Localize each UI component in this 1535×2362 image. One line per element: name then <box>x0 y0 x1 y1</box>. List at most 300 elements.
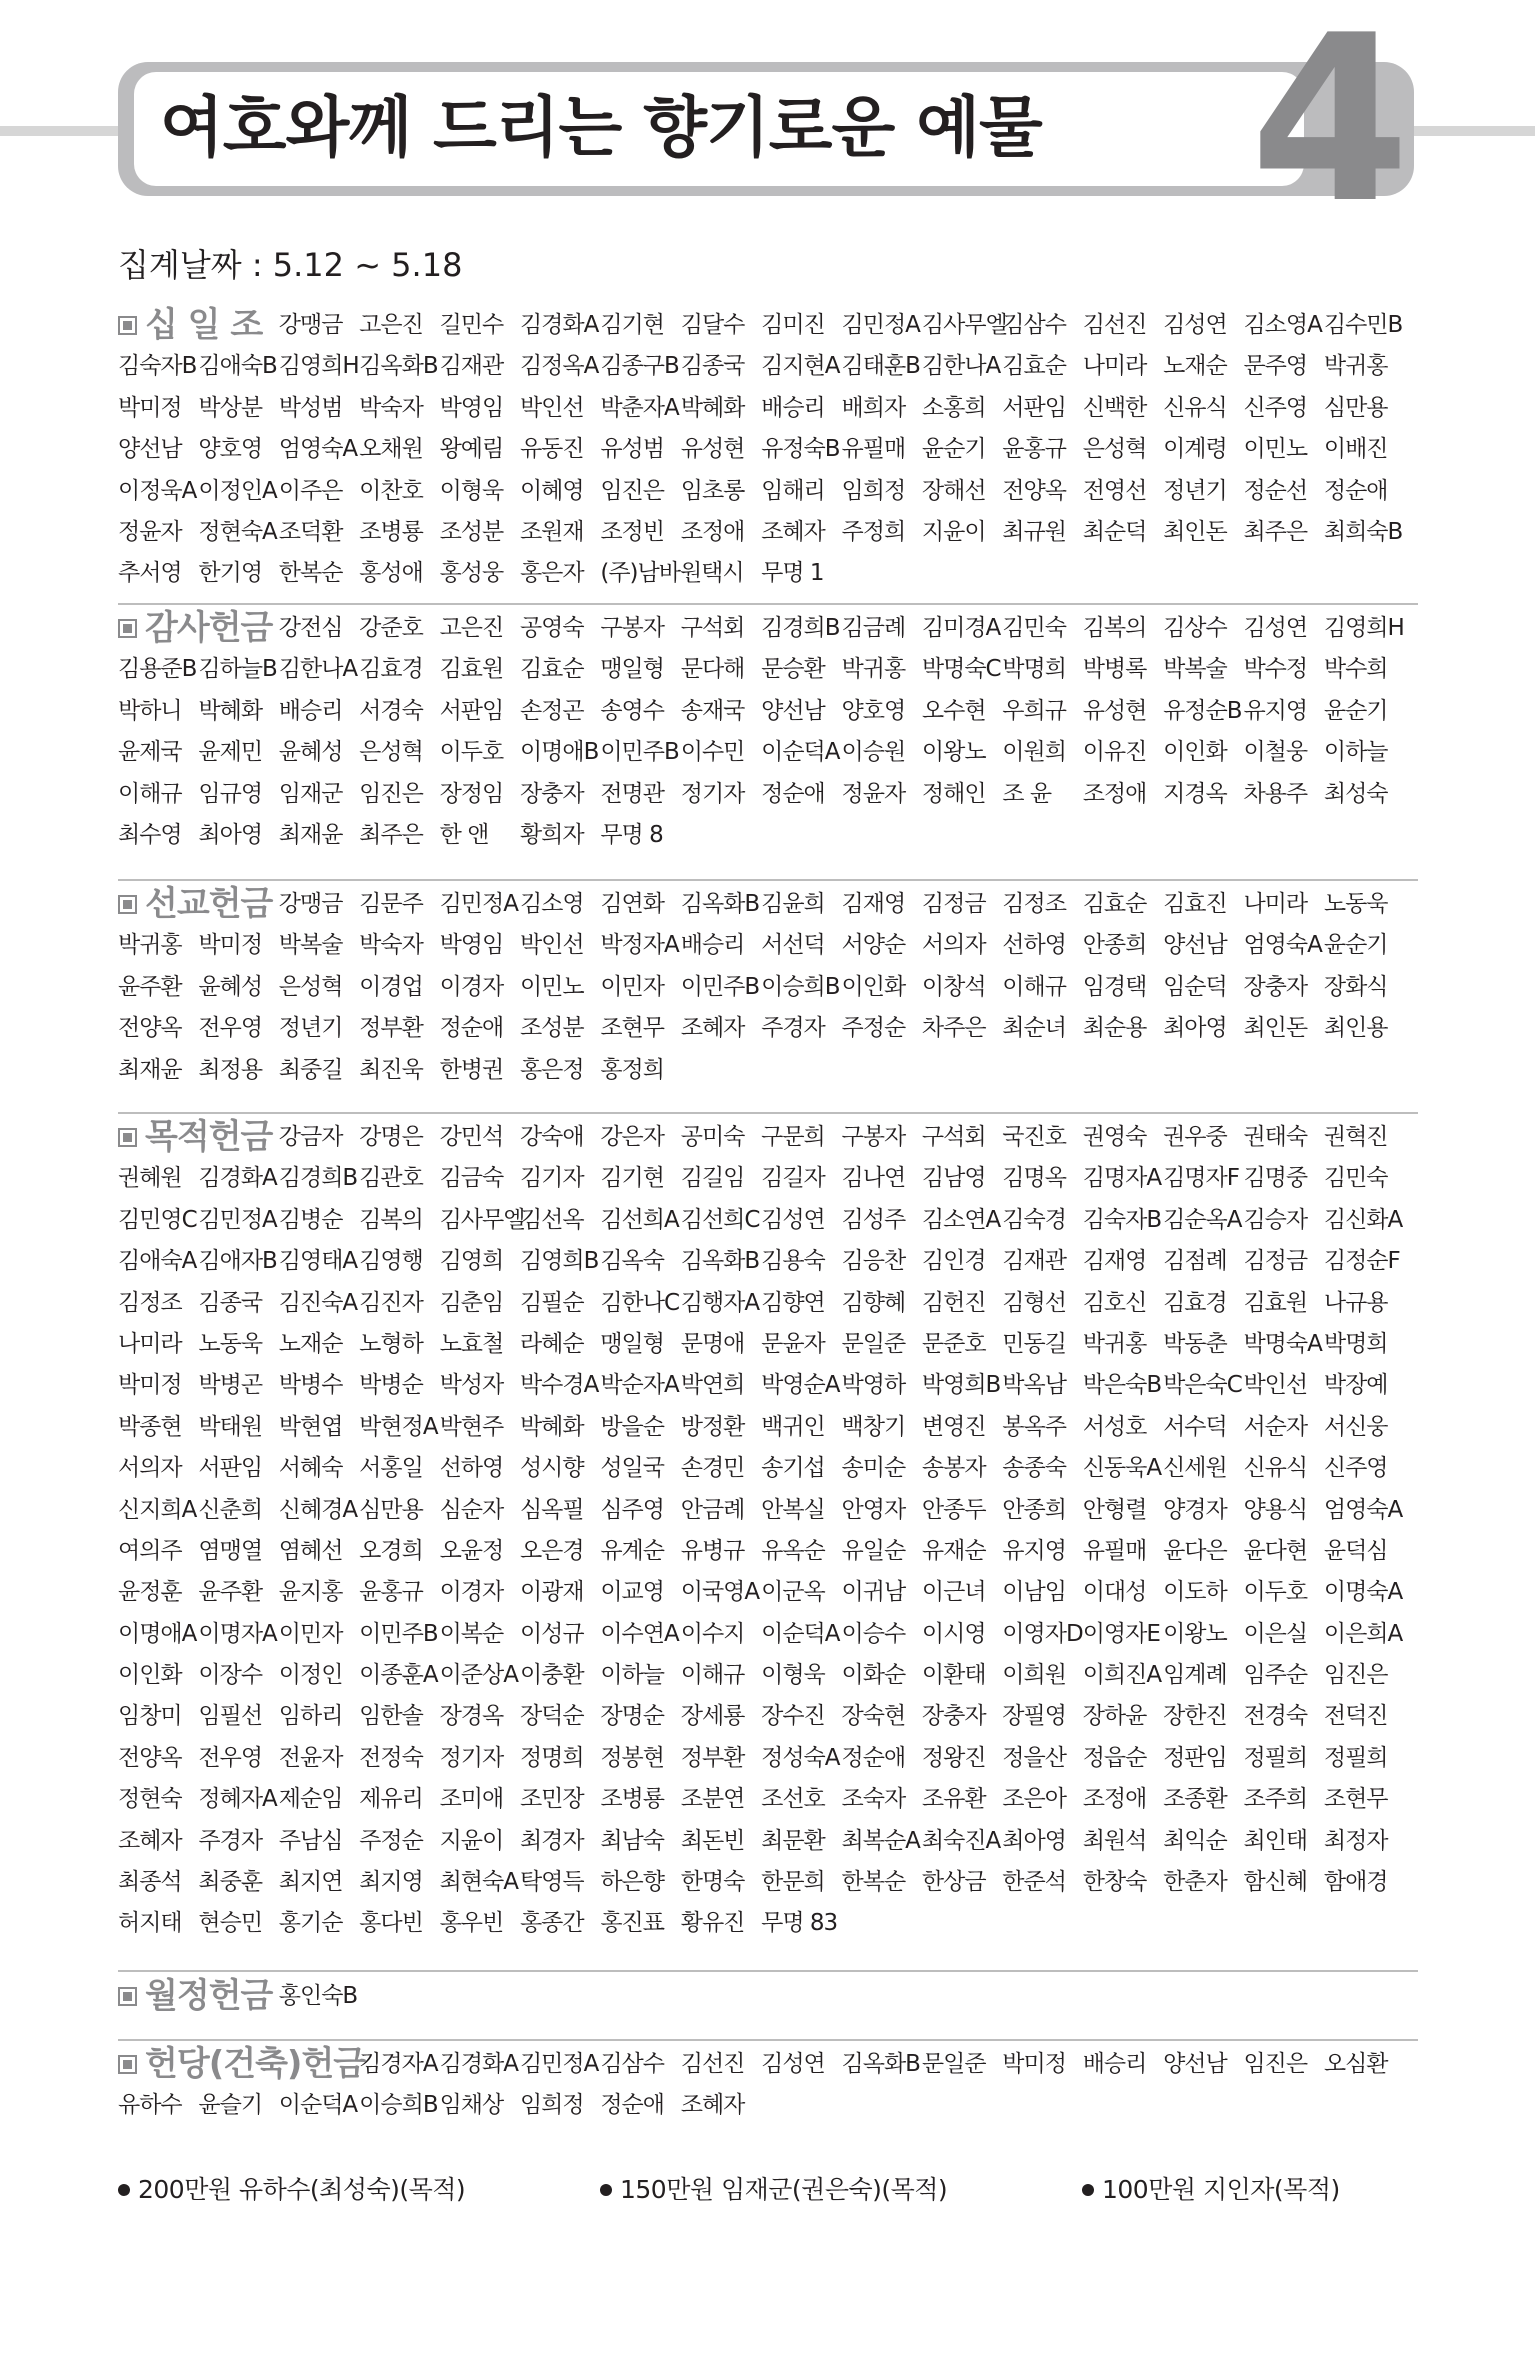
donor-name: 이수지 <box>680 1620 745 1647</box>
donor-name: 강명은 <box>359 1124 423 1150</box>
donor-name: 노효철 <box>439 1330 504 1357</box>
donor-name: 김하늘B <box>198 656 277 683</box>
donor-name: 지윤이 <box>921 518 986 545</box>
donor-name: 조주희 <box>1243 1786 1308 1813</box>
donor-name: 소홍희 <box>921 394 986 421</box>
donor-name: 정성숙A <box>761 1744 840 1771</box>
donor-name: 박은숙B <box>1082 1372 1162 1399</box>
section-divider <box>118 1112 1418 1114</box>
donor-name: 박귀홍 <box>841 656 906 683</box>
donor-name: 박명숙C <box>921 656 1001 683</box>
donor-name: 전명관 <box>600 780 664 807</box>
donor-name: 박춘자A <box>600 394 679 421</box>
donor-name: 박영임 <box>439 932 504 959</box>
donor-name: 김복의 <box>1082 615 1147 641</box>
donor-name: 김선희C <box>680 1206 760 1233</box>
donor-name: 안형렬 <box>1082 1496 1147 1523</box>
donor-name: 최돈빈 <box>680 1827 745 1854</box>
donor-name: 김병순 <box>278 1206 343 1233</box>
donor-name: 은성혁 <box>359 739 423 766</box>
donor-name: 정을산 <box>1002 1744 1066 1771</box>
donor-name: 정부환 <box>359 1015 423 1042</box>
donor-name: 윤홍규 <box>1002 436 1066 463</box>
donor-name: 추서영 <box>118 560 182 587</box>
donor-name: 서혜숙 <box>278 1455 343 1482</box>
donor-name: 정순애 <box>439 1015 504 1042</box>
donor-name: 김선희A <box>600 1206 679 1233</box>
donor-name: 한복순 <box>278 560 343 587</box>
section-title-text: 월정헌금 <box>145 1976 273 2016</box>
donor-name: 임채상 <box>439 2092 504 2119</box>
donor-name: 이왕노 <box>1163 1620 1227 1647</box>
donor-name: 유성범 <box>600 436 664 463</box>
donor-name: 조혜자 <box>118 1827 182 1854</box>
donor-name: 주남심 <box>278 1827 343 1854</box>
donor-name: 양호영 <box>841 697 906 724</box>
donor-name: 선하영 <box>439 1455 504 1482</box>
donor-name: 조혜자 <box>680 1015 745 1042</box>
donor-name: 왕예림 <box>439 436 504 463</box>
donor-name: 최경자 <box>519 1827 584 1854</box>
donor-name: 한기영 <box>198 560 263 587</box>
donor-name: 김응찬 <box>841 1248 906 1275</box>
donor-name: 최주은 <box>1243 518 1308 545</box>
section-title-text: 감사헌금 <box>145 608 273 648</box>
donor-name: 양용식 <box>1243 1496 1308 1523</box>
donor-name: 문윤자 <box>761 1330 825 1357</box>
donor-name: 김영희B <box>519 1248 599 1275</box>
donor-name: 노재순 <box>278 1330 343 1357</box>
donor-name: 조종환 <box>1163 1786 1227 1813</box>
donor-name: 김길임 <box>680 1165 745 1192</box>
donor-name: 지윤이 <box>439 1827 504 1854</box>
donor-name: 임희정 <box>841 477 906 504</box>
donor-name: 박복술 <box>1163 656 1227 683</box>
donor-name: 최성숙 <box>1323 780 1388 807</box>
donor-name: 서판임 <box>1002 394 1066 421</box>
donor-name: 박귀홍 <box>1323 353 1388 380</box>
donor-name: 전영선 <box>1082 477 1147 504</box>
donor-name: 조현무 <box>600 1015 664 1042</box>
donor-name: 김효순 <box>1082 891 1147 917</box>
donor-name: 이형욱 <box>439 477 504 504</box>
donor-name: 이승희B <box>761 973 840 1000</box>
donor-name: 권영숙 <box>1082 1124 1147 1150</box>
donor-name: 장충자 <box>1243 973 1308 1000</box>
square-bullet-icon <box>118 2055 137 2074</box>
donor-name: 최지영 <box>359 1869 423 1896</box>
donor-name: 김민정A <box>198 1206 277 1233</box>
donor-name: 홍정희 <box>600 1056 664 1083</box>
donor-name: 한문희 <box>761 1869 825 1896</box>
donor-name: 이철웅 <box>1243 739 1308 766</box>
donor-name: 정기자 <box>680 780 745 807</box>
donor-name: 서홍일 <box>359 1455 423 1482</box>
donor-name: 방을순 <box>600 1413 664 1440</box>
donor-name: 김기자 <box>519 1165 584 1192</box>
donor-name: 박현엽 <box>278 1413 343 1440</box>
donor-name: 김남영 <box>921 1165 986 1192</box>
donor-name: 조유환 <box>921 1786 986 1813</box>
donor-name: 윤순기 <box>1323 697 1388 724</box>
donation-notes <box>118 2170 1418 2210</box>
donor-name: 신춘희 <box>198 1496 263 1523</box>
donor-name: 정판임 <box>1163 1744 1227 1771</box>
donor-name: 강은자 <box>600 1124 664 1150</box>
donor-name: 노동욱 <box>198 1330 263 1357</box>
donor-name: 박혜화 <box>198 697 263 724</box>
donor-name: 정봉현 <box>600 1744 664 1771</box>
donor-name: 성일국 <box>600 1455 664 1482</box>
donor-name: 엄영숙A <box>1323 1496 1403 1523</box>
donor-name: 황희자 <box>519 821 584 848</box>
donor-name: 길민수 <box>439 312 504 338</box>
section-title-text: 헌당(건축)헌금 <box>145 2044 366 2084</box>
donor-name: 박성범 <box>278 394 343 421</box>
donor-name: 무명 1 <box>761 560 824 587</box>
donor-name: 유성현 <box>1082 697 1147 724</box>
donor-name: 이민자 <box>600 973 664 1000</box>
donor-name: 이민노 <box>1243 436 1308 463</box>
donor-name: 조혜자 <box>761 518 825 545</box>
donor-name: 박혜화 <box>680 394 745 421</box>
donor-name: 김승자 <box>1243 1206 1308 1233</box>
donor-name: 김인경 <box>921 1248 986 1275</box>
donor-name: 박영하 <box>841 1372 906 1399</box>
donor-name: 홍우빈 <box>439 1910 504 1937</box>
donor-name: 민동길 <box>1002 1330 1066 1357</box>
section-4 <box>118 1976 1418 2017</box>
donor-name: 임하리 <box>278 1703 343 1730</box>
donor-name: 장명순 <box>600 1703 664 1730</box>
donor-name: 박장예 <box>1323 1372 1388 1399</box>
donor-name: 김신화A <box>1323 1206 1403 1233</box>
donor-name: 김민숙 <box>1002 615 1066 641</box>
donor-name: 김재영 <box>841 891 906 917</box>
donor-name: 김효원 <box>439 656 504 683</box>
donor-name: 정순애 <box>841 1744 906 1771</box>
donor-name: 김명중 <box>1243 1165 1308 1192</box>
donor-name: 이경자 <box>439 1579 504 1606</box>
donor-name: 김사무엘 <box>921 312 1007 338</box>
donor-name: 유동진 <box>519 436 584 463</box>
donor-name: 유정순B <box>1163 697 1242 724</box>
donor-name: 최중길 <box>278 1056 343 1083</box>
page-title: 여호와께 드리는 향기로운 예물 <box>160 89 1042 166</box>
donor-name: 임진은 <box>600 477 664 504</box>
donor-name: 박혜화 <box>519 1413 584 1440</box>
donor-name: 박수희 <box>1323 656 1388 683</box>
donor-name: 이순덕A <box>278 2092 358 2119</box>
square-bullet-icon <box>118 1987 137 2006</box>
donor-name: 최복순A <box>841 1827 920 1854</box>
donor-name: 최익순 <box>1163 1827 1227 1854</box>
donor-name: 박명숙A <box>1243 1330 1322 1357</box>
donor-name: 오심환 <box>1323 2051 1388 2077</box>
donor-name: 이명애A <box>118 1620 197 1647</box>
donor-name: 이하늘 <box>1323 739 1388 766</box>
donor-name: 조정애 <box>680 518 745 545</box>
donor-name: 전양옥 <box>118 1015 182 1042</box>
donor-name: 서판임 <box>439 697 504 724</box>
donor-name: 김효원 <box>1243 1289 1308 1316</box>
donor-name: 고은진 <box>439 615 504 641</box>
donor-name: 김금숙 <box>439 1165 504 1192</box>
donor-name: 송재국 <box>680 697 745 724</box>
donor-name: 최인태 <box>1243 1827 1308 1854</box>
donor-name: 이국영A <box>680 1579 760 1606</box>
donor-name: 김순옥A <box>1163 1206 1242 1233</box>
donor-name: 이귀남 <box>841 1579 906 1606</box>
donor-name: 안종희 <box>1082 932 1147 959</box>
donor-name: 박병록 <box>1082 656 1147 683</box>
donor-name: 이은희A <box>1323 1620 1403 1647</box>
donor-name: 이수연A <box>600 1620 679 1647</box>
donor-name: 김지현A <box>761 353 840 380</box>
donor-name: 유필매 <box>841 436 906 463</box>
donor-name: 박상분 <box>198 394 263 421</box>
donor-name: (주)남바원택시 <box>600 560 744 587</box>
donor-name: 이배진 <box>1323 436 1388 463</box>
donor-name: 유병규 <box>680 1537 745 1564</box>
donor-name: 홍기순 <box>278 1910 343 1937</box>
donor-name: 정부환 <box>680 1744 745 1771</box>
donor-name: 김민정A <box>841 312 920 338</box>
donor-name: 김경화A <box>519 312 599 338</box>
donor-name: 봉옥주 <box>1002 1413 1066 1440</box>
donor-name: 권혁진 <box>1323 1124 1388 1150</box>
donor-name: 최순덕 <box>1082 518 1147 545</box>
donor-name: 김옥화B <box>680 891 760 917</box>
donor-name: 신유식 <box>1163 394 1227 421</box>
donor-name: 임순덕 <box>1163 973 1227 1000</box>
donor-name: 강맹금 <box>278 312 343 338</box>
donor-name: 윤정훈 <box>118 1579 182 1606</box>
donor-name: 이왕노 <box>921 739 986 766</box>
donor-name: 오윤정 <box>439 1537 504 1564</box>
donor-name: 정윤자 <box>118 518 182 545</box>
donor-name: 전우영 <box>198 1744 263 1771</box>
donor-name: 염맹열 <box>198 1537 263 1564</box>
donor-name: 이준상A <box>439 1662 518 1689</box>
donor-name: 김옥화B <box>841 2051 920 2077</box>
donor-name: 신주영 <box>1323 1455 1388 1482</box>
donor-name: 엄영숙A <box>278 436 358 463</box>
donor-name: 조은아 <box>1002 1786 1066 1813</box>
donor-name: 이순덕A <box>761 739 840 766</box>
donor-name: 윤다현 <box>1243 1537 1308 1564</box>
donor-name: 정순선 <box>1243 477 1308 504</box>
donor-name: 유옥순 <box>761 1537 825 1564</box>
donor-name: 윤홍규 <box>359 1579 423 1606</box>
donor-name: 노동욱 <box>1323 891 1388 917</box>
section-title <box>118 1976 279 2017</box>
donor-name: 조성분 <box>519 1015 584 1042</box>
donor-name: 박병곤 <box>198 1372 263 1399</box>
name-grid <box>118 1117 1418 1945</box>
donor-name: 조병룡 <box>600 1786 664 1813</box>
donor-name: 이교영 <box>600 1579 664 1606</box>
donor-name: 심순자 <box>439 1496 504 1523</box>
donor-name: 이혜영 <box>519 477 584 504</box>
donor-name: 송영수 <box>600 697 664 724</box>
donor-name: 한준석 <box>1002 1869 1066 1896</box>
donor-name: 탁영득 <box>519 1869 584 1896</box>
donor-name: 이인화 <box>1163 739 1227 766</box>
name-grid <box>118 608 1418 856</box>
donor-name: 장충자 <box>921 1703 986 1730</box>
donor-name: 주정순 <box>841 1015 906 1042</box>
donor-name: 장수진 <box>761 1703 825 1730</box>
bullet-icon <box>600 2184 612 2196</box>
donor-name: 오수현 <box>921 697 986 724</box>
section-1 <box>118 608 1418 856</box>
square-bullet-icon <box>118 619 137 638</box>
donor-name: 이인화 <box>118 1662 182 1689</box>
donor-name: 이두호 <box>439 739 504 766</box>
donor-name: 윤제국 <box>118 739 182 766</box>
donor-name: 정순애 <box>761 780 825 807</box>
donor-name: 구석회 <box>921 1124 986 1150</box>
donor-name: 임규영 <box>198 780 263 807</box>
donor-name: 함신혜 <box>1243 1869 1308 1896</box>
donor-name: 김소영 <box>519 891 584 917</box>
donor-name: 최원석 <box>1082 1827 1147 1854</box>
donor-name: 전우영 <box>198 1015 263 1042</box>
donor-name: 송미순 <box>841 1455 906 1482</box>
donor-name: 김성연 <box>1163 312 1227 338</box>
donor-name: 김선옥 <box>519 1206 584 1233</box>
donor-name: 최순녀 <box>1002 1015 1066 1042</box>
donor-name: 장숙현 <box>841 1703 906 1730</box>
donor-name: 장세룡 <box>680 1703 745 1730</box>
donor-name: 여의주 <box>118 1537 182 1564</box>
donor-name: 나규용 <box>1323 1289 1388 1316</box>
donor-name: 이유진 <box>1082 739 1147 766</box>
donor-name: 제유리 <box>359 1786 423 1813</box>
donor-name: 강전심 <box>278 615 343 641</box>
donor-name: 김영희H <box>278 353 359 380</box>
donor-name: 김향혜 <box>841 1289 906 1316</box>
donor-name: 장덕순 <box>519 1703 584 1730</box>
donor-name: 김영태A <box>278 1248 358 1275</box>
donor-name: 이해규 <box>1002 973 1066 1000</box>
donor-name: 지경옥 <box>1163 780 1227 807</box>
donor-name: 서판임 <box>198 1455 263 1482</box>
donor-name: 이해규 <box>118 780 182 807</box>
section-0 <box>118 305 1418 595</box>
donor-name: 서경숙 <box>359 697 423 724</box>
donor-name: 이도하 <box>1163 1579 1227 1606</box>
donor-name: 최현숙A <box>439 1869 518 1896</box>
donor-name: 배승리 <box>278 697 343 724</box>
donor-name: 최인돈 <box>1243 1015 1308 1042</box>
donor-name: 윤제민 <box>198 739 263 766</box>
donor-name: 김성연 <box>1243 615 1308 641</box>
donor-name: 홍진표 <box>600 1910 664 1937</box>
donor-name: 박귀홍 <box>1082 1330 1147 1357</box>
donor-name: 백창기 <box>841 1413 906 1440</box>
donor-name: 임재군 <box>278 780 343 807</box>
donor-name: 윤지홍 <box>278 1579 343 1606</box>
donor-name: 박인선 <box>1243 1372 1308 1399</box>
donor-name: 현승민 <box>198 1910 263 1937</box>
donor-name: 김미진 <box>761 312 825 338</box>
donor-name: 정필희 <box>1323 1744 1388 1771</box>
donor-name: 구문희 <box>761 1124 825 1150</box>
donor-name: 김연화 <box>600 891 664 917</box>
donor-name: 이정인A <box>198 477 277 504</box>
donor-name: 맹일형 <box>600 1330 664 1357</box>
donor-name: 하은향 <box>600 1869 664 1896</box>
donor-name: 유하수 <box>118 2092 182 2119</box>
donor-name: 최남숙 <box>600 1827 664 1854</box>
donor-name: 김민숙 <box>1323 1165 1388 1192</box>
donor-name: 이화순 <box>841 1662 906 1689</box>
donor-name: 정혜자A <box>198 1786 277 1813</box>
donor-name: 이승원 <box>841 739 906 766</box>
donor-name: 나미라 <box>1082 353 1147 380</box>
donor-name: 나미라 <box>118 1330 182 1357</box>
donor-name: 박영희B <box>921 1372 1001 1399</box>
donor-name: 강준호 <box>359 615 423 641</box>
donor-name: 김민정A <box>439 891 518 917</box>
donor-name: 김점례 <box>1163 1248 1227 1275</box>
donor-name: 전정숙 <box>359 1744 423 1771</box>
donor-name: 배희자 <box>841 394 906 421</box>
donor-name: 윤혜성 <box>278 739 343 766</box>
donor-name: 김옥화B <box>359 353 438 380</box>
donor-name: 김삼수 <box>1002 312 1066 338</box>
donor-name: 이민주B <box>359 1620 438 1647</box>
donation-text: 150만원 임재군(권은숙)(목적) <box>620 2175 948 2204</box>
donor-name: 윤다은 <box>1163 1537 1227 1564</box>
donation-note <box>1082 2170 1340 2206</box>
donor-name: 이민노 <box>519 973 584 1000</box>
section-title <box>118 305 279 346</box>
donor-name: 박미정 <box>1002 2051 1066 2077</box>
donor-name: 김성연 <box>761 2051 825 2077</box>
donor-name: 문일준 <box>921 2051 986 2077</box>
donor-name: 박미정 <box>198 932 263 959</box>
donor-name: 안영자 <box>841 1496 906 1523</box>
donor-name: 양선남 <box>118 436 182 463</box>
donor-name: 홍인숙B <box>278 1983 358 2009</box>
donor-name: 조정빈 <box>600 518 664 545</box>
donor-name: 김정조 <box>1002 891 1066 917</box>
donor-name: 이명숙A <box>1323 1579 1403 1606</box>
donor-name: 장경옥 <box>439 1703 504 1730</box>
donor-name: 박미정 <box>118 1372 182 1399</box>
donor-name: 강맹금 <box>278 891 343 917</box>
donor-name: 강숙애 <box>519 1124 584 1150</box>
donor-name: 허지태 <box>118 1910 182 1937</box>
donor-name: 최정용 <box>198 1056 263 1083</box>
donor-name: 이경자 <box>439 973 504 1000</box>
donor-name: 정해인 <box>921 780 986 807</box>
donor-name: 임진은 <box>1323 1662 1388 1689</box>
donor-name: 이정인 <box>278 1662 343 1689</box>
donor-name: 이대성 <box>1082 1579 1147 1606</box>
donor-name: 유정숙B <box>761 436 840 463</box>
donor-name: 박영임 <box>439 394 504 421</box>
donor-name: 최지연 <box>278 1869 343 1896</box>
donor-name: 최희숙B <box>1323 518 1403 545</box>
donor-name: 최아영 <box>1002 1827 1066 1854</box>
donor-name: 윤주환 <box>198 1579 263 1606</box>
donor-name: 송종숙 <box>1002 1455 1066 1482</box>
donor-name: 이정욱A <box>118 477 197 504</box>
